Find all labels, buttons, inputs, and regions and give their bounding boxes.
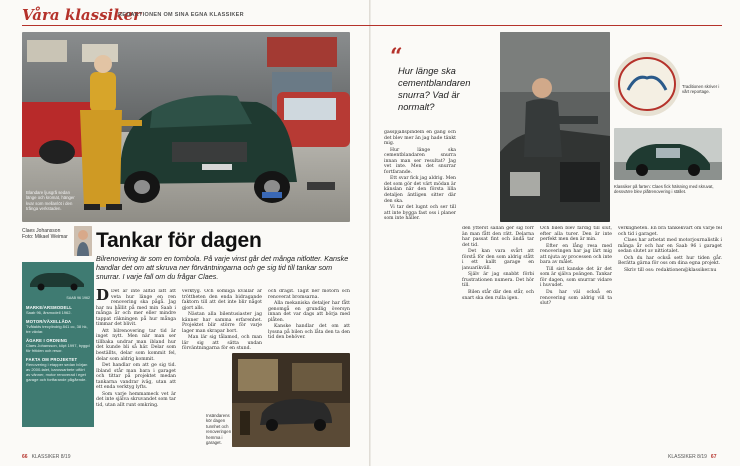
- man-with-car-illustration: [500, 32, 610, 222]
- body-paragraph: Det kan vara svårt att förstå för den som aldrig stått i ett kallt garage en januarikväll.: [462, 249, 534, 271]
- body-paragraph: Som varje hemmameck vet är det inte själva skruvandet som tar tid, utan allt runt omkring.: [96, 391, 176, 408]
- body-column-5: [462, 226, 534, 448]
- main-photo-caption: Blandare ljusgrå sedan länge och kromat, hänger kvar som mellanlöt i den trånga verkstaden.: [26, 190, 75, 212]
- body-paragraph: D Det är inte alltid lätt att veta hur länge en ren renovering ska pågå. Jag har nu hållit på med min Saab i många år och mer eller mindre tappat räkningen på hur många timmar det blivit.: [96, 289, 176, 328]
- body-paragraph: Själv är jag snabbt förbi frustrationen numera. Det hör till.: [462, 272, 534, 289]
- fact-text: Claes Johansson, köpt 1997, byggd för fritiden och resor.: [26, 343, 90, 353]
- body-paragraph: Claes har arbetat med motorjournalistik i många år och har en Saab 96 i garaget sedan slutet av nittiotalet.: [618, 238, 722, 255]
- body-paragraph: Du har väl också en renovering som aldrig vill ta slut?: [540, 290, 612, 307]
- right-page-number: 67: [710, 454, 717, 460]
- body-paragraph: verktyg. Och somliga kvällar är tröttheten den enda bidragande faktorn till att det inte blir något gjort alls.: [182, 289, 262, 311]
- fact-box-car-label: SAAB 96 1962: [66, 296, 90, 300]
- page-gutter: [369, 0, 371, 466]
- fact-heading: ÄGARE I ORDNING: [26, 338, 68, 343]
- garage-interior-illustration: [232, 353, 350, 447]
- garage-photo: [232, 353, 350, 447]
- car-silhouette-icon: [26, 266, 90, 292]
- headline: Tankar för dagen: [96, 229, 262, 252]
- fact-heading: MOTOR/VÄXELLÅDA: [26, 319, 72, 324]
- fact-heading: MARKE/ARSMODELL: [26, 305, 73, 310]
- body-column-6: [540, 226, 612, 448]
- body-paragraph: Att bilrenovering tar tid är inget nytt. Men när man ser tillbaka undrar man ibland hur det kunde bli så här. Delar som beställts, delar som kommit fel, delar som aldrig kommit.: [96, 328, 176, 362]
- body-paragraph: Nästan alla bilentusiaster jag känner har samma erfarenhet. Projektet blir större för varje lager man skrapar bort.: [182, 312, 262, 334]
- garage-photo-caption: Insändarens kör dagen tunnhet och renoveringen hemma i garaget.: [206, 413, 232, 446]
- body-paragraph: gasspjällspindeln en gång och det blev mer än jag hade tänkt mig.: [384, 130, 456, 147]
- body-paragraph: Kanske handlar det om att lyssna på bilen och låta den ta den tid den behöver.: [268, 324, 350, 341]
- body-paragraph: Man lär sig tålamod, och man lär sig att sätta undan förväntningarna för en stund.: [182, 335, 262, 352]
- body-paragraph: Och du har också sett hur tiden går. Berätta gärna för oss om dina egna projekt.: [618, 255, 722, 267]
- body-column-1: [96, 289, 176, 447]
- emblem-plate-illustration: [614, 52, 680, 116]
- fact-box: [22, 262, 94, 427]
- body-paragraph: Till sist kanske det är det som är själva poängen. Tankar för dagen, som snurrar vidare i huvudet.: [540, 266, 612, 289]
- section-subtitle: REDAKTIONEN OM SINA EGNA KLASSIKER: [118, 12, 244, 18]
- byline-name: Claes Johansson: [22, 228, 61, 234]
- byline-role: Foto: Mikael Weimar: [22, 234, 68, 240]
- fact-text: Renovering i etapper sedan början av 2000-talet, karossarbete utfört av vänner, motor renoverad i eget garage och fortfarande pågående.: [26, 362, 88, 382]
- section-title: Våra klassiker: [22, 6, 142, 24]
- right-top-caption: Traditionen skriver i vårt reportage.: [682, 84, 720, 95]
- fact-text: Tvåtakts trecylindrig 841 cc, 38 hk, tre växlar.: [26, 324, 88, 334]
- body-paragraph: Skriv till oss: redaktionen@klassiker.nu: [624, 267, 717, 273]
- header-rule: [22, 25, 722, 26]
- parked-saab-illustration: [614, 128, 722, 180]
- pull-quote: Hur länge ska cementblandaren snurra? Vad är normalt?: [398, 65, 471, 112]
- fact-heading: FAKTA OM PROJEKTET: [26, 357, 78, 362]
- left-page-number: 66: [22, 454, 28, 460]
- right-top-photo: [614, 52, 680, 116]
- body-paragraph: och dragit. Tagit ner motorn och renoverat bromsarna.: [268, 289, 350, 300]
- fact-text: Saab 96, årsmodell 1962.: [26, 310, 72, 315]
- drop-cap: D: [96, 289, 110, 304]
- deck: Bilrenovering är som en tombola. På varje vinst går det många nitlotter. Kanske handlar det om att skruva ner förväntningarna och ge sig tid till tankar som snurrar. I varje fall om du frågar Claes.: [96, 254, 349, 281]
- body-paragraph: Vi tar det lugnt och ser till att inte bygga fast oss i planer som inte håller.: [384, 205, 456, 222]
- body-paragraph: den ytterst sällan ger sig förr än man fått den rätt. Delarna har passat fint och ändå tar det tid.: [462, 226, 534, 248]
- right-mid-photo: [614, 128, 722, 180]
- author-avatar: [74, 226, 92, 256]
- author-portrait: [74, 226, 92, 256]
- right-mid-caption: Klassiker på farten: Claes fick hälsning med skruvat, dessvärre blev plåtrenovering i stället.: [614, 184, 714, 195]
- body-paragraph: Ett svar fick jag aldrig. Men det som gör det värt mödan är känslan när den första lilla detaljen äntligen sitter där den ska.: [384, 176, 456, 204]
- body-paragraph: Alla mekaniska detaljer har fått genomgå en grundlig översyn innan det var dags att börja med plåten.: [268, 301, 350, 323]
- body-paragraph: Efter en lång resa med renoveringen har jag lärt mig att njuta av processen och inte bara av målet.: [540, 243, 612, 266]
- left-issue: KLASSIKER 8/19: [31, 454, 71, 460]
- left-folio: [22, 454, 70, 460]
- byline: [22, 228, 68, 240]
- body-paragraph: Hur länge ska cementblandaren snurra innan man ser resultat? Jag vet inte. Men det snurrar fortfarande.: [384, 147, 456, 175]
- right-issue: KLASSIKER 8/19: [668, 454, 707, 460]
- mid-photo: [500, 32, 610, 222]
- body-paragraph: verkligheten. En bra tankekvart om varje fel och tid i garaget.: [618, 226, 722, 237]
- right-folio: [668, 454, 716, 460]
- body-column-3: [268, 289, 350, 351]
- body-column-4: [384, 130, 456, 450]
- body-paragraph: Bilen står där den står, och snart ska den rulla igen.: [462, 290, 534, 301]
- body-paragraph: Det handlar om att ge sig tid. Ibland står man bara i garaget och tittar på projektet medan tankarna vandrar iväg, utan att ett enda verktyg lyfts.: [96, 363, 176, 391]
- body-column-7: [618, 226, 722, 448]
- body-paragraph: Och bilen blev färdig till slut, efter alla turer. Den är inte perfekt men den är min.: [540, 226, 612, 243]
- pull-quote-mark: “: [390, 44, 403, 70]
